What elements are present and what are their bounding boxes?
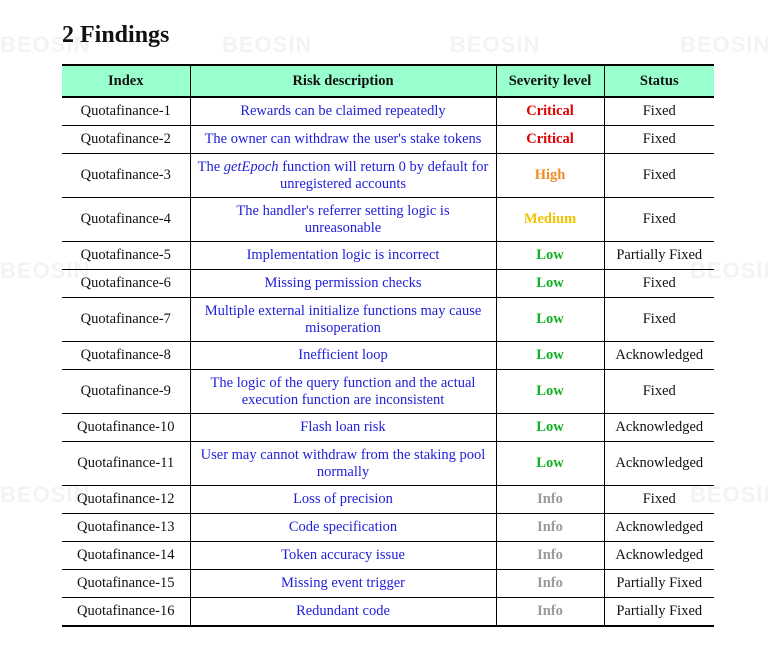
table-row — [62, 242, 714, 270]
severity-badge: Low — [496, 442, 604, 486]
table-row — [62, 486, 714, 514]
watermark — [680, 32, 768, 58]
finding-description: Rewards can be claimed repeatedly — [190, 97, 496, 126]
table-row — [62, 270, 714, 298]
column-header-index: Index — [62, 65, 190, 97]
finding-index: Quotafinance-9 — [62, 370, 190, 414]
status-text: Acknowledged — [604, 514, 714, 542]
status-text: Fixed — [604, 198, 714, 242]
table-row — [62, 370, 714, 414]
finding-index: Quotafinance-3 — [62, 154, 190, 198]
column-header-status: Status — [604, 65, 714, 97]
severity-badge: Low — [496, 298, 604, 342]
finding-index: Quotafinance-1 — [62, 97, 190, 126]
column-header-risk-description: Risk description — [190, 65, 496, 97]
finding-description: Implementation logic is incorrect — [190, 242, 496, 270]
status-text: Partially Fixed — [604, 570, 714, 598]
finding-description: User may cannot withdraw from the staking pool normally — [190, 442, 496, 486]
severity-badge: Low — [496, 342, 604, 370]
finding-index: Quotafinance-11 — [62, 442, 190, 486]
findings-table-body — [62, 97, 714, 626]
finding-index: Quotafinance-6 — [62, 270, 190, 298]
status-text: Acknowledged — [604, 442, 714, 486]
status-text: Fixed — [604, 486, 714, 514]
severity-badge: Info — [496, 542, 604, 570]
finding-index: Quotafinance-14 — [62, 542, 190, 570]
table-row — [62, 97, 714, 126]
status-text: Fixed — [604, 270, 714, 298]
finding-description: Loss of precision — [190, 486, 496, 514]
finding-index: Quotafinance-2 — [62, 126, 190, 154]
severity-badge: Info — [496, 598, 604, 627]
severity-badge: High — [496, 154, 604, 198]
severity-badge: Low — [496, 414, 604, 442]
status-text: Fixed — [604, 154, 714, 198]
table-row — [62, 570, 714, 598]
finding-index: Quotafinance-12 — [62, 486, 190, 514]
finding-description: The handler's referrer setting logic is unreasonable — [190, 198, 496, 242]
column-header-severity-level: Severity level — [496, 65, 604, 97]
status-text: Fixed — [604, 97, 714, 126]
finding-description: Code specification — [190, 514, 496, 542]
finding-description: The getEpoch function will return 0 by default for unregistered accounts — [190, 154, 496, 198]
table-row — [62, 514, 714, 542]
severity-badge: Info — [496, 514, 604, 542]
finding-description: Multiple external initialize functions may cause misoperation — [190, 298, 496, 342]
status-text: Acknowledged — [604, 414, 714, 442]
severity-badge: Low — [496, 370, 604, 414]
status-text: Partially Fixed — [604, 242, 714, 270]
severity-badge: Critical — [496, 97, 604, 126]
table-header-row — [62, 65, 714, 97]
table-row — [62, 154, 714, 198]
table-row — [62, 126, 714, 154]
status-text: Acknowledged — [604, 542, 714, 570]
table-row — [62, 598, 714, 627]
finding-index: Quotafinance-16 — [62, 598, 190, 627]
finding-description: Missing event trigger — [190, 570, 496, 598]
table-row — [62, 542, 714, 570]
finding-index: Quotafinance-8 — [62, 342, 190, 370]
table-row — [62, 414, 714, 442]
severity-badge: Info — [496, 570, 604, 598]
severity-badge: Medium — [496, 198, 604, 242]
watermark — [450, 32, 540, 58]
severity-badge: Info — [496, 486, 604, 514]
severity-badge: Low — [496, 270, 604, 298]
table-row — [62, 198, 714, 242]
finding-index: Quotafinance-7 — [62, 298, 190, 342]
table-row — [62, 298, 714, 342]
status-text: Fixed — [604, 370, 714, 414]
finding-index: Quotafinance-10 — [62, 414, 190, 442]
status-text: Fixed — [604, 298, 714, 342]
table-row — [62, 442, 714, 486]
finding-description: Token accuracy issue — [190, 542, 496, 570]
severity-badge: Critical — [496, 126, 604, 154]
finding-description: Flash loan risk — [190, 414, 496, 442]
finding-index: Quotafinance-15 — [62, 570, 190, 598]
status-text: Fixed — [604, 126, 714, 154]
table-row — [62, 342, 714, 370]
findings-table — [62, 64, 714, 627]
finding-index: Quotafinance-13 — [62, 514, 190, 542]
status-text: Partially Fixed — [604, 598, 714, 627]
finding-description: Redundant code — [190, 598, 496, 627]
severity-badge: Low — [496, 242, 604, 270]
finding-index: Quotafinance-4 — [62, 198, 190, 242]
finding-description: Missing permission checks — [190, 270, 496, 298]
status-text: Acknowledged — [604, 342, 714, 370]
finding-index: Quotafinance-5 — [62, 242, 190, 270]
finding-description: The logic of the query function and the actual execution function are inconsistent — [190, 370, 496, 414]
watermark — [222, 32, 312, 58]
finding-description: The owner can withdraw the user's stake tokens — [190, 126, 496, 154]
page-title: 2 Findings — [62, 22, 170, 48]
finding-description: Inefficient loop — [190, 342, 496, 370]
